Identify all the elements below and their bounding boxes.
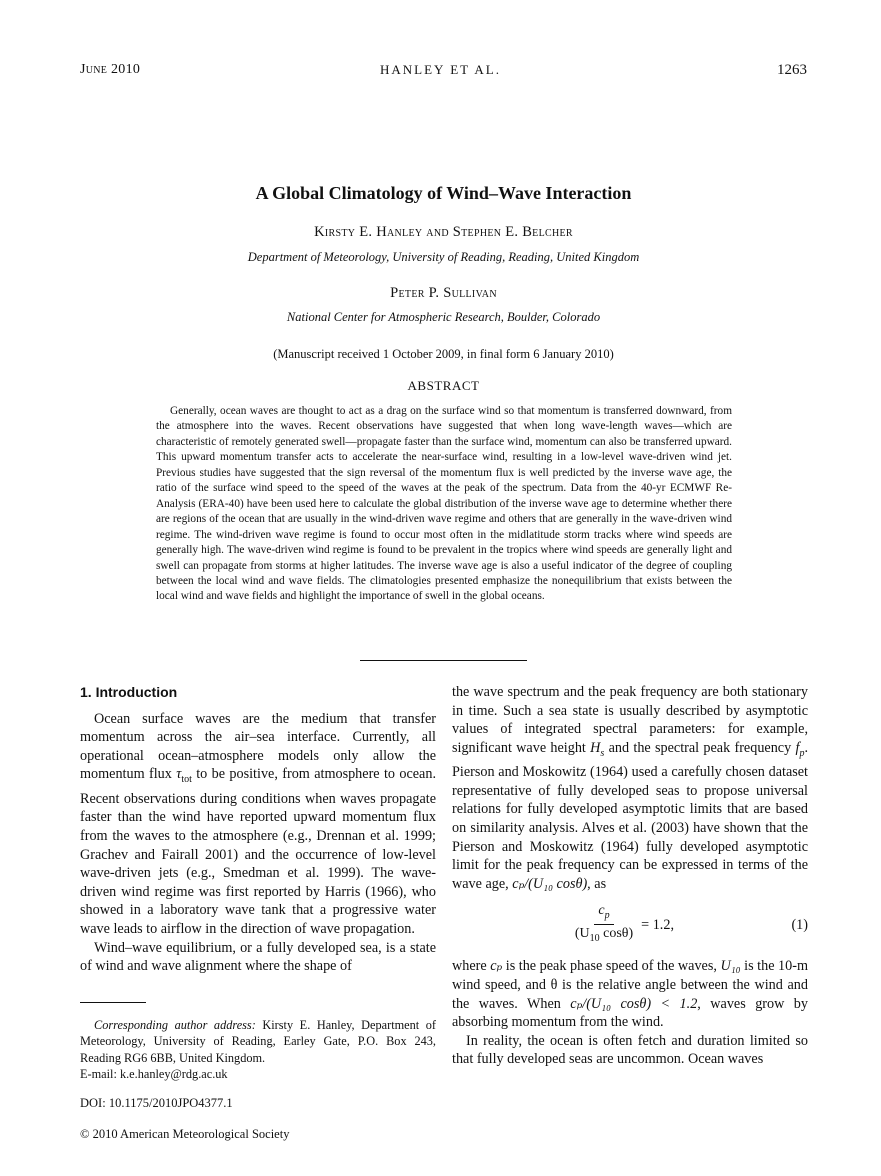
running-head-authors: HANLEY ET AL. <box>380 62 501 77</box>
right-paragraph-3: In reality, the ocean is often fetch and duration limited so that fully developed seas are uncommon. Ocean waves <box>452 1032 808 1068</box>
section-divider <box>360 660 527 661</box>
section-heading: 1. Introduction <box>80 684 178 700</box>
abstract-heading: ABSTRACT <box>407 378 480 393</box>
footnote-address: Kirsty E. Hanley, Department of Meteorology, University of Reading, Earley Gate, P.O. Box 243, Reading RG6 6BB, United Kingdom. <box>80 1018 436 1065</box>
equation-rhs: = 1.2, <box>641 917 674 934</box>
equation-number: (1) <box>791 917 808 934</box>
right-paragraph-2: where cₚ is the peak phase speed of the waves, U₁₀ is the 10-m wind speed, and θ is the relative angle between the wind and the waves. When cₚ/(U₁₀ cosθ) < 1.2, waves grow by absorbing momentum from the wind. <box>452 958 808 1031</box>
footnote-email: E-mail: k.e.hanley@rdg.ac.uk <box>80 1067 228 1082</box>
intro-paragraph-2: Wind–wave equilibrium, or a fully developed sea, is a state of wind and wave alignment where the shape of <box>80 939 436 975</box>
manuscript-dates: (Manuscript received 1 October 2009, in final form 6 January 2010) <box>273 347 614 361</box>
footnote <box>80 1017 436 1083</box>
authors-line-2: Peter P. Sullivan <box>390 285 497 301</box>
affiliation-1: Department of Meteorology, University of Reading, Reading, United Kingdom <box>247 250 640 264</box>
authors-line-1: Kirsty E. Hanley and Stephen E. Belcher <box>314 224 573 240</box>
footnote-rule <box>80 1002 146 1003</box>
copyright: © 2010 American Meteorological Society <box>80 1127 290 1141</box>
footnote-label: Corresponding author address: <box>94 1018 256 1032</box>
equation-fraction: $\frac{c_p}{(U_{10} \cos\theta)}$ <box>574 903 634 944</box>
page-number: 1263 <box>777 62 807 78</box>
paper-title: A Global Climatology of Wind–Wave Interaction <box>255 183 632 203</box>
abstract-text: Generally, ocean waves are thought to act as a drag on the surface wind so that momentum is transferred downward, from the atmosphere into the waves. Recent observations have suggested that when long wave-length waves—which are characteristic of remotely generated swell—propagate faster than the surface wind, momentum can also be transferred upward. This upward momentum transfer acts to accelerate the near-surface wind, resulting in a low-level wave-driven wind jet. Previous studies have suggested that the sign reversal of the momentum flux is well predicted by the inverse wave age, the ratio of the surface wind speed to the speed of the waves at the peak of the spectrum. Data from the 40-yr ECMWF Re-Analysis (ERA-40) have been used here to calculate the global distribution of the inverse wave age to determine whether there are regions of the ocean that are usually in the wind-driven wave regime and others that are generally in the wave-driven wind regime. The wind-driven wave regime is found to occur most often in the midlatitude storm tracks where wind speeds are generally high. The wave-driven wind regime is found to be prevalent in the tropics where wind speeds are generally light and swell can propagate from storms at higher latitudes. The inverse wave age is also a useful indicator of the degree of coupling between the local wind and wave fields. The climatologies presented emphasize the nonequilibrium that exists between the local wind and wave fields and highlight the importance of swell in the global oceans. <box>156 405 732 603</box>
right-paragraph-1: the wave spectrum and the peak frequency are both stationary in time. Such a sea state is usually described by asymptotic values of integrated spectral parameters: for example, significant wave height $H_s$ and the spectral peak frequency $f_p$. Pierson and Moskowitz (1964) used a carefully chosen dataset representative of fully developed seas to propose universal relations for fully developed asymptotic limits that are based on similarity analysis. Alves et al. (2003) have shown that the Pierson and Moskowitz (1964) fully developed asymptotic limit for the peak frequency can be expressed in terms of the wave age, cₚ/(U₁₀ cosθ), as <box>452 684 808 892</box>
running-head-date: June 2010 <box>80 62 141 77</box>
affiliation-2: National Center for Atmospheric Research, Boulder, Colorado <box>286 310 601 324</box>
equation-1 <box>452 899 808 951</box>
doi: DOI: 10.1175/2010JPO4377.1 <box>80 1096 233 1110</box>
left-column <box>80 683 436 976</box>
right-column <box>452 683 808 1069</box>
intro-paragraph-1: Ocean surface waves are the medium that transfer momentum across the air–sea interface. Currently, all operational ocean–atmosphere models only allow the momentum flux $\tau_{tot}$ to be positive, from atmosphere to ocean. Recent observations during conditions when waves propagate faster than the wind have reported upward momentum flux from the waves to the atmosphere (e.g., Drennan et al. 1999; Grachev and Fairall 2001) and the occurrence of low-level wave-driven jets (e.g., Smedman et al. 1999). The wave-driven wind regime was first reported by Harris (1966), who showed in a laboratory wave tank that a progressive water wave leads to airflow in the direction of wave propagation. <box>80 710 436 937</box>
